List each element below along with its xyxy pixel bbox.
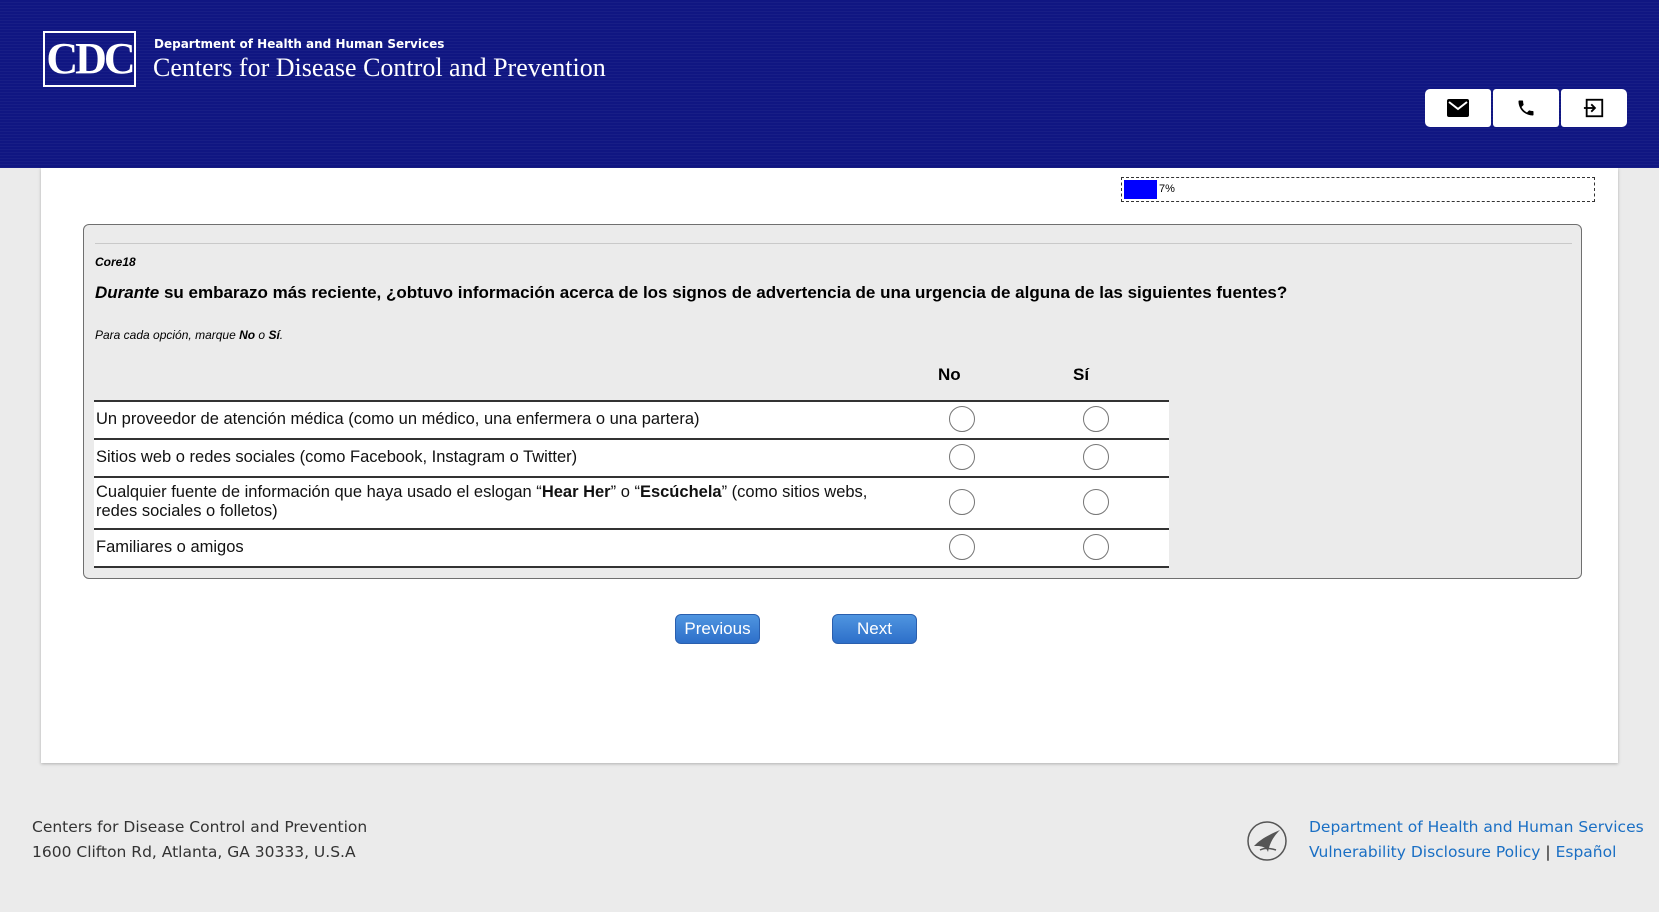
radio-si-row1[interactable]: [1083, 406, 1109, 432]
previous-button[interactable]: Previous: [675, 614, 760, 644]
header-button-group: [1425, 89, 1627, 127]
question-panel: [83, 224, 1582, 579]
exit-button[interactable]: [1561, 89, 1627, 127]
grid-row: [94, 476, 1169, 528]
question-code: Core18: [95, 255, 136, 269]
question-text-body: su embarazo más reciente, ¿obtuvo información acerca de los signos de advertencia de una urgencia de alguna de las siguientes fuentes?: [159, 283, 1288, 302]
cdc-logo[interactable]: CDC: [43, 31, 136, 87]
espanol-link[interactable]: Español: [1555, 843, 1617, 861]
progress-fill: [1124, 180, 1157, 199]
footer-street: 1600 Clifton Rd, Atlanta, GA 30333, U.S.A: [32, 843, 356, 861]
radio-no-row3[interactable]: [949, 489, 975, 515]
next-button[interactable]: Next: [832, 614, 917, 644]
hhs-link[interactable]: Department of Health and Human Services: [1309, 818, 1644, 836]
grid-row: [94, 438, 1169, 476]
question-text-italic: Durante: [95, 283, 160, 302]
instruction-end: .: [279, 328, 284, 342]
row-label: Un proveedor de atención médica (como un médico, una enfermera o una partera): [96, 410, 700, 428]
hhs-eagle-icon: [1246, 820, 1288, 862]
column-header-no: No: [938, 365, 961, 384]
agency-title[interactable]: Centers for Disease Control and Prevention: [153, 53, 606, 82]
column-header-si: Sí: [1073, 365, 1090, 384]
grid-row: [94, 528, 1169, 566]
radio-si-row3[interactable]: [1083, 489, 1109, 515]
radio-no-row4[interactable]: [949, 534, 975, 560]
site-header: [0, 0, 1659, 168]
footer-link-row: [1309, 840, 1644, 865]
row-label-mid: ” o “: [610, 483, 640, 501]
row-label-bold-escuchela: Escúchela: [639, 483, 722, 501]
exit-icon: [1583, 97, 1605, 119]
link-separator: |: [1545, 843, 1551, 861]
question-instruction: [95, 328, 283, 342]
grid-bottom-rule: [94, 566, 1169, 568]
email-button[interactable]: [1425, 89, 1491, 127]
row-label: [96, 483, 896, 521]
instruction-no: No: [239, 328, 256, 342]
instruction-mid: o: [255, 328, 269, 342]
department-name: Department of Health and Human Services: [154, 37, 445, 51]
row-label-pre: Cualquier fuente de información que haya usado el eslogan “: [96, 483, 542, 501]
radio-si-row2[interactable]: [1083, 444, 1109, 470]
phone-icon: [1516, 98, 1536, 118]
radio-si-row4[interactable]: [1083, 534, 1109, 560]
mail-icon: [1447, 99, 1469, 117]
vulnerability-disclosure-link[interactable]: Vulnerability Disclosure Policy: [1309, 843, 1541, 861]
instruction-pre: Para cada opción, marque: [95, 328, 240, 342]
footer-org: Centers for Disease Control and Prevention: [32, 818, 368, 836]
grid-row: [94, 400, 1169, 438]
question-text: [95, 283, 1287, 303]
phone-button[interactable]: [1493, 89, 1559, 127]
instruction-si: Sí: [268, 328, 280, 342]
progress-bar: [1121, 177, 1595, 202]
radio-no-row2[interactable]: [949, 444, 975, 470]
row-label-bold-hear-her: Hear Her: [541, 483, 611, 501]
row-label-post: ” (como sitios webs, redes sociales o folletos): [96, 483, 868, 520]
footer-address: [32, 815, 367, 865]
divider: [95, 243, 1572, 244]
progress-label: 7%: [1159, 183, 1175, 195]
radio-no-row1[interactable]: [949, 406, 975, 432]
row-label: Familiares o amigos: [96, 538, 244, 556]
footer-links: [1309, 815, 1644, 865]
row-label: Sitios web o redes sociales (como Facebook, Instagram o Twitter): [96, 448, 578, 466]
